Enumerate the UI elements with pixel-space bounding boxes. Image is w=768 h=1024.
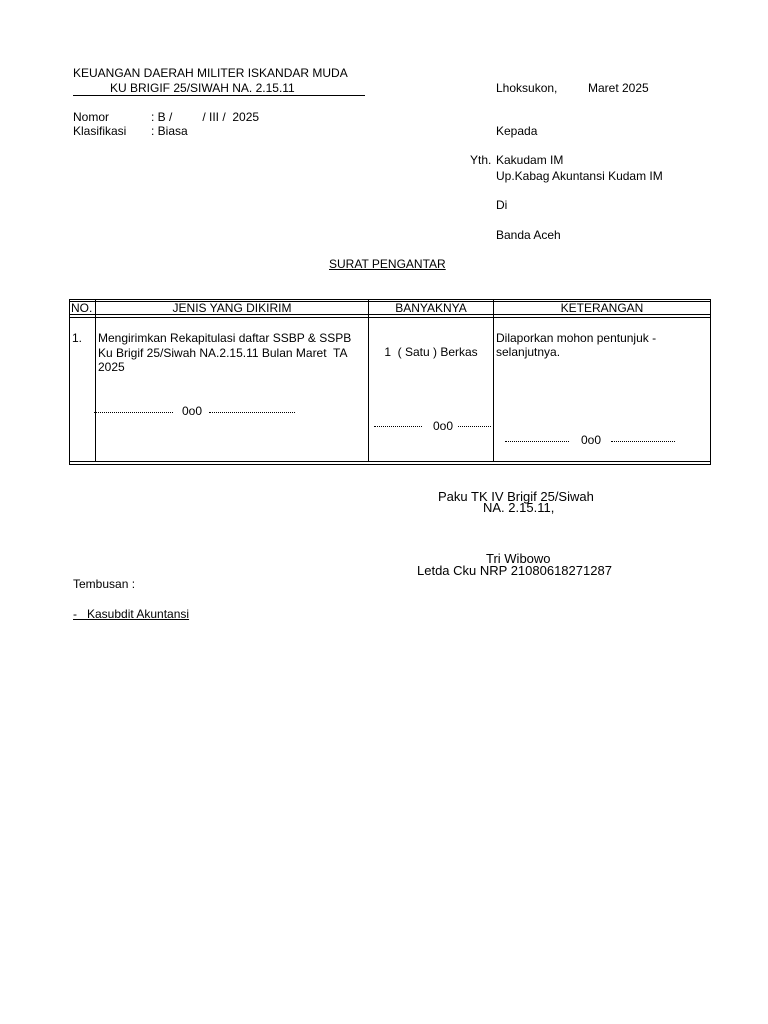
org-name-line2: KU BRIGIF 25/SIWAH NA. 2.15.11 bbox=[110, 81, 295, 95]
kepada-label: Kepada bbox=[496, 124, 538, 138]
table-border-bottom-outer bbox=[69, 464, 711, 465]
di-label: Di bbox=[496, 198, 508, 212]
table-border-top bbox=[69, 299, 711, 300]
items-table bbox=[69, 299, 711, 466]
end-mark-banyaknya: 0o0 bbox=[433, 419, 454, 433]
end-mark-dots-left-1 bbox=[94, 412, 173, 413]
end-mark-dots-right-3 bbox=[611, 441, 675, 442]
row-banyaknya: 1 ( Satu ) Berkas bbox=[384, 345, 478, 359]
end-mark-dots-right-2 bbox=[458, 426, 491, 427]
tembusan-item: - Kasubdit Akuntansi bbox=[73, 607, 190, 621]
end-mark-jenis: 0o0 bbox=[182, 404, 203, 418]
klasifikasi-label: Klasifikasi bbox=[73, 124, 127, 138]
end-mark-keterangan: 0o0 bbox=[581, 433, 602, 447]
recipient-line1: Kakudam IM bbox=[496, 153, 564, 167]
row-keterangan-line2: selanjutnya. bbox=[496, 345, 561, 359]
row-keterangan-line1: Dilaporkan mohon pentunjuk - bbox=[496, 331, 657, 345]
header-underline bbox=[73, 95, 365, 96]
row-no: 1. bbox=[72, 331, 83, 345]
table-header-sep-2 bbox=[69, 317, 711, 318]
signature-line1: Paku TK IV Brigif 25/Siwah bbox=[438, 489, 594, 504]
end-mark-dots-right-1 bbox=[209, 412, 295, 413]
header-banyaknya: BANYAKNYA bbox=[395, 301, 467, 315]
signature-line2: NA. 2.15.11, bbox=[483, 500, 555, 515]
signer-rank-nrp: Letda Cku NRP 21080618271287 bbox=[417, 563, 612, 578]
row-jenis-line1: Mengirimkan Rekapitulasi daftar SSBP & SSPB bbox=[98, 331, 352, 345]
table-border-right bbox=[710, 299, 711, 465]
org-name-line1: KEUANGAN DAERAH MILITER ISKANDAR MUDA bbox=[73, 66, 348, 80]
end-mark-dots-left-2 bbox=[374, 426, 422, 427]
row-jenis-line3: 2025 bbox=[98, 360, 125, 374]
table-border-bottom bbox=[69, 461, 711, 462]
col-sep-3 bbox=[493, 299, 494, 462]
signer-name: Tri Wibowo bbox=[486, 551, 551, 566]
recipient-line2: Up.Kabag Akuntansi Kudam IM bbox=[496, 169, 663, 183]
header-keterangan: KETERANGAN bbox=[560, 301, 644, 315]
yth-label: Yth. bbox=[470, 153, 492, 167]
nomor-label: Nomor bbox=[73, 110, 110, 124]
nomor-value: : B / / III / 2025 bbox=[151, 110, 260, 124]
header-jenis: JENIS YANG DIKIRIM bbox=[172, 301, 292, 315]
klasifikasi-value: : Biasa bbox=[151, 124, 188, 138]
header-no: NO. bbox=[71, 301, 93, 315]
end-mark-dots-left-3 bbox=[505, 441, 569, 442]
row-jenis-line2: Ku Brigif 25/Siwah NA.2.15.11 Bulan Maret TA bbox=[98, 346, 348, 360]
col-sep-1 bbox=[95, 299, 96, 462]
letter-date: Maret 2025 bbox=[588, 81, 649, 95]
col-sep-2 bbox=[368, 299, 369, 462]
tembusan-label: Tembusan : bbox=[73, 577, 136, 591]
recipient-city: Banda Aceh bbox=[496, 228, 561, 242]
document-title: SURAT PENGANTAR bbox=[329, 257, 446, 271]
table-border-left bbox=[69, 299, 70, 465]
place: Lhoksukon, bbox=[496, 81, 558, 95]
